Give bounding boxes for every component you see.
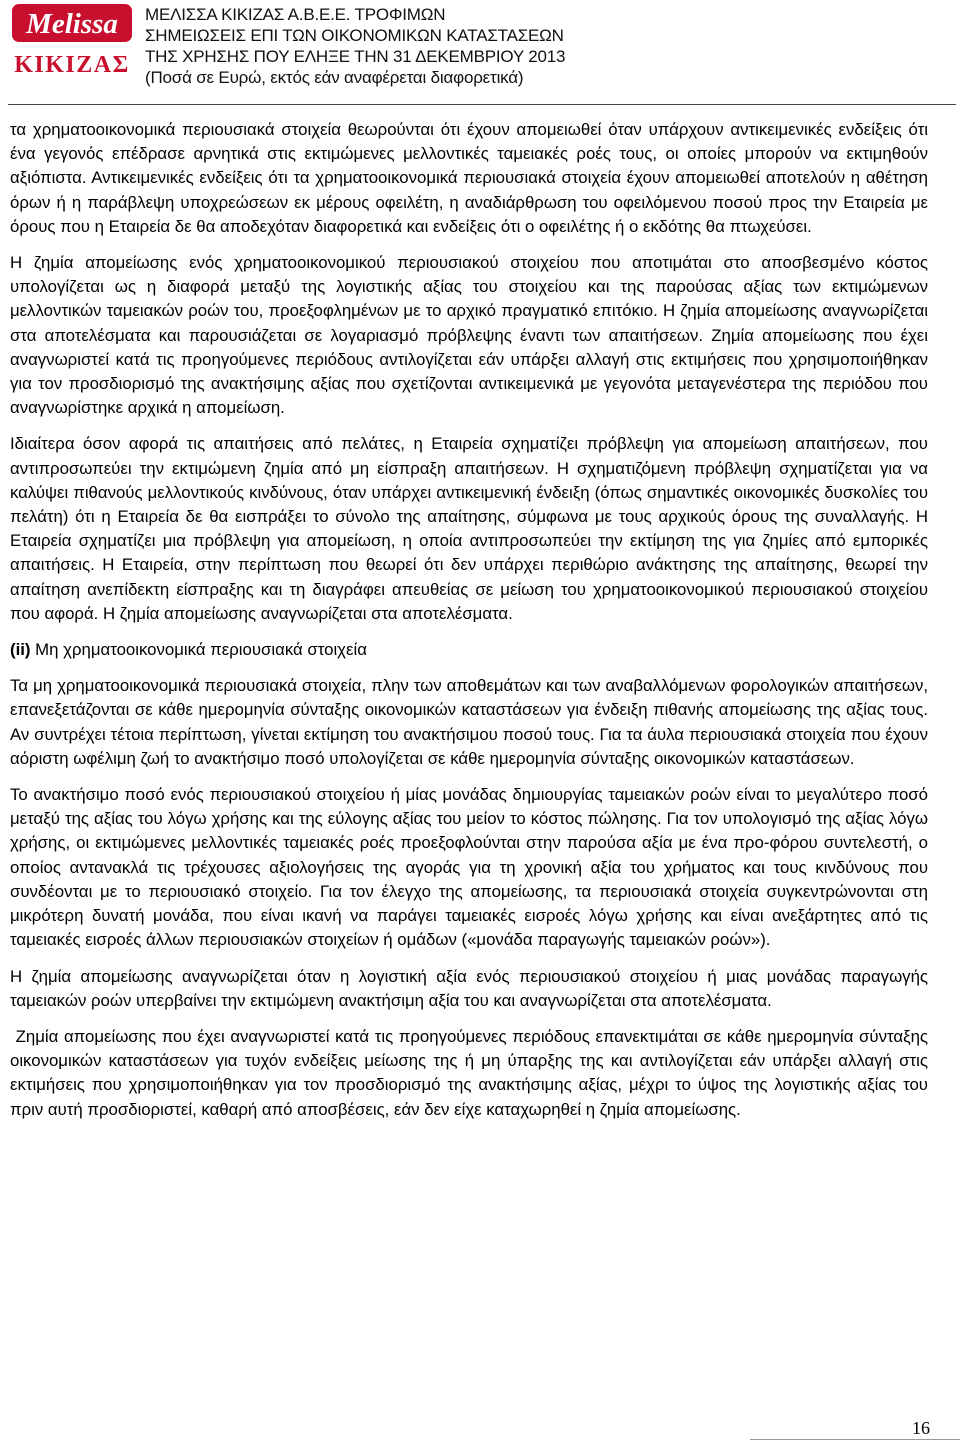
subheading-text: Μη χρηματοοικονομικά περιουσιακά στοιχεία <box>30 640 367 660</box>
melissa-kikizas-logo <box>8 2 136 82</box>
paragraph: Ιδιαίτερα όσον αφορά τις απαιτήσεις από πελάτες, η Εταιρεία σχηματίζει πρόβλεψη για απομείωση απαιτήσεων, που αντιπροσωπεύει την εκτιμώμενη ζημία από μη είσπραξη απαιτήσεων. Η σχηματιζόμενη πρόβλεψη σχηματίζεται για να καλύψει πιθανούς μελλοντικούς κινδύνους, όταν υπάρχει αντικειμενική ένδειξη (όπως σημαντικές οικονομικές δυσκολίες του πελάτη) ότι η Εταιρεία δε θα εισπράξει το σύνολο της απαίτησης, σύμφωνα με τους αρχικούς όρους της συναλλαγής. Η Εταιρεία σχηματίζει μια πρόβλεψη για απομείωση, η οποία αντιπροσωπεύει την εκτίμηση της για ζημίες από εμπορικές απαιτήσεις. Η Εταιρεία, στην περίπτωση που θεωρεί ότι δεν υπάρχει περιθώριο ανάκτησης της απαίτησης, θεωρεί την απαίτηση ανεπίδεκτη είσπραξης και τη διαγράφει απευθείας σε μείωση του χρηματοοικονομικού περιουσιακού στοιχείου που αφορά. Η ζημία απομείωσης αναγνωρίζεται στα αποτελέσματα. <box>10 434 928 623</box>
paragraph: Ζημία απομείωσης που έχει αναγνωριστεί κατά τις προηγούμενες περιόδους επανεκτιμάται σε κάθε ημερομηνία σύνταξης οικονομικών καταστάσεων για τυχόν ενδείξεις μείωσης της ή μη ύπαρξης της και αντιλογίζεται εάν υπάρξει αλλαγή στις εκτιμήσεις που χρησιμοποιήθηκαν για τον προσδιορισμό της ανακτήσιμης αξίας, μέχρι το ύψος της λογιστικής αξίας του πριν αυτή προσδιοριστεί, καθαρή από αποσβέσεις, εάν δεν είχε καταχωρηθεί η ζημία απομείωσης. <box>10 1026 933 1119</box>
page-number: 16 <box>912 1418 930 1438</box>
header-line-notes: ΣΗΜΕΙΩΣΕΙΣ ΕΠΙ ΤΩΝ ΟΙΚΟΝΟΜΙΚΩΝ ΚΑΤΑΣΤΑΣΕΩΝ <box>145 26 564 45</box>
paragraph: τα χρηματοοικονομικά περιουσιακά στοιχεία θεωρούνται ότι έχουν απομειωθεί όταν υπάρχουν αντικειμενικές ενδείξεις ότι ένα γεγονός επέδρασε αρνητικά στις εκτιμώμενες μελλοντικές ταμειακές ροές τους, οι οποίες μπορούν να εκτιμηθούν αξιόπιστα. Αντικειμενικές ενδείξεις ότι τα χρηματοοικονομικά περιουσιακά στοιχεία έχουν απομειωθεί αποτελούν η αθέτηση όρων ή η παράβλεψη υποχρεώσεων εκ μέρους οφειλέτη, η αναδιάρθρωση του οφειλόμενου ποσού προς την Εταιρεία με όρους που η Εταιρεία δε θα αποδεχόταν διαφορετικά και ενδείξεις ότι ο οφειλέτης ή ο εκδότης θα πτωχεύσει. <box>10 120 928 236</box>
paragraph: Το ανακτήσιμο ποσό ενός περιουσιακού στοιχείου ή μίας μονάδας δημιουργίας ταμειακών ροών είναι το μεγαλύτερο ποσό μεταξύ της αξίας του λόγω χρήσης και της εύλογης αξίας του μείον το κόστος πώλησης. Για τον υπολογισμό της αξίας λόγω χρήσης, οι εκτιμώμενες μελλοντικές ταμειακές ροές προεξοφλούνται στην παρούσα αξία με ένα προ-φόρου συντελεστή, ο οποίος αντανακλά τις τρέχουσες αξιολογήσεις της αγοράς για τη χρονική αξία του χρήματος και τους κινδύνους που συνδέονται με το περιουσιακό στοιχείο. Για τον έλεγχο της απομείωσης, τα περιουσιακά στοιχεία συγκεντρώνονται στη μικρότερη δυνατή μονάδα, που είναι ικανή να παράγει ταμειακές εισροές λόγω χρήσης και είναι ανεξάρτητες από τις ταμειακές εισροές άλλων περιουσιακών στοιχείων ή ομάδων («μονάδα παραγωγής ταμειακών ροών»). <box>10 785 928 950</box>
header-divider <box>8 104 956 105</box>
page-header <box>0 0 960 110</box>
header-line-currency: (Ποσά σε Ευρώ, εκτός εάν αναφέρεται διαφορετικά) <box>145 68 524 87</box>
subheading-number: (ii) <box>10 640 31 660</box>
header-title-block <box>145 4 565 88</box>
header-line-period: ΤΗΣ ΧΡΗΣΗΣ ΠΟΥ ΕΛΗΞΕ ΤΗΝ 31 ΔΕΚΕΜΒΡΙΟΥ 2013 <box>145 47 566 66</box>
logo-sub-text: ΚΙΚΙΖΑΣ <box>14 52 130 78</box>
paragraph: Τα μη χρηματοοικονομικά περιουσιακά στοιχεία, πλην των αποθεμάτων και των αναβαλλόμενων φορολογικών απαιτήσεων, επανεξετάζονται σε κάθε ημερομηνία σύνταξης οικονομικών καταστάσεων για ένδειξη πιθανής απομείωσης της αξίας τους. Αν συντρέχει τέτοια περίπτωση, γίνεται εκτίμηση του ανακτήσιμου ποσού τους. Για τα άυλα περιουσιακά στοιχεία που έχουν αόριστη ωφέλιμη ζωή το ανακτήσιμο ποσό υπολογίζεται σε κάθε ημερομηνία σύνταξης οικονομικών καταστάσεων. <box>10 676 928 768</box>
section-subheading <box>10 638 928 662</box>
paragraph: Η ζημία απομείωσης αναγνωρίζεται όταν η λογιστική αξία ενός περιουσιακού στοιχείου ή μιας μονάδας παραγωγής ταμειακών ροών υπερβαίνει την εκτιμώμενη ανακτήσιμη αξία του και αναγνωρίζεται στα αποτελέσματα. <box>10 966 928 1010</box>
logo-brand-text: Melissa <box>26 8 118 40</box>
document-body <box>10 118 933 1134</box>
header-line-company: ΜΕΛΙΣΣΑ ΚΙΚΙΖΑΣ Α.Β.Ε.Ε. ΤΡΟΦΙΜΩΝ <box>145 5 446 24</box>
footer-divider <box>750 1439 960 1440</box>
paragraph: Η ζημία απομείωσης ενός χρηματοοικονομικού περιουσιακού στοιχείου που αποτιμάται στο αποσβεσμένο κόστος υπολογίζεται ως η διαφορά μεταξύ της λογιστικής αξίας του στοιχείου και της παρούσας αξίας των εκτιμώμενων μελλοντικών ταμειακών ροών του, προεξοφλημένων με το αρχικό πραγματικό επιτόκιο. Η ζημία απομείωσης αναγνωρίζεται στα αποτελέσματα και παρουσιάζεται σε λογαριασμό πρόβλεψης έναντι των απαιτήσεων. Ζημία απομείωσης που έχει αναγνωριστεί κατά τις προηγούμενες περιόδους αντιλογίζεται εάν υπάρξει αλλαγή στις εκτιμήσεις που χρησιμοποιήθηκαν για τον προσδιορισμό της ανακτήσιμης αξίας που σχετίζονται αντικειμενικά με γεγονότα μεταγενέστερα της περιόδου που αναγνωρίστηκε αρχικά η απομείωση. <box>10 253 928 418</box>
